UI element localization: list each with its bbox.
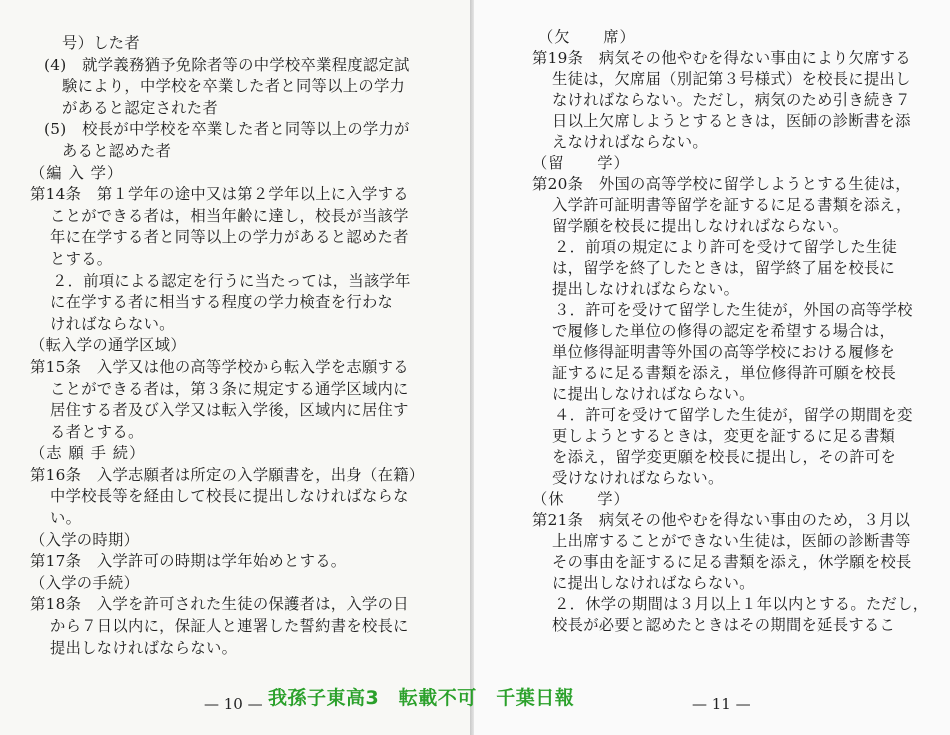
section-heading: （編 入 学） [30, 163, 124, 182]
text-line: に提出しなければならない。 [552, 385, 755, 403]
text-line: ２．休学の期間は３月以上１年以内とする。ただし， [554, 595, 929, 613]
text-line: 中学校長等を経由して校長に提出しなければならな [50, 487, 409, 506]
text-line: ２．前項の規定により許可を受けて留学した生徒 [554, 238, 898, 256]
article-line: 第15条 入学又は他の高等学校から転入学を志願する [30, 357, 409, 376]
text-line: 受けなければならない。 [552, 469, 724, 487]
article-line: 第14条 第１学年の途中又は第２学年以上に入学する [30, 185, 409, 204]
text-line: 年に在学する者と同等以上の学力があると認めた者 [50, 228, 409, 247]
text-line: 日以上欠席しようとするときは，医師の診断書を添 [552, 112, 911, 130]
article-line: 第19条 病気その他やむを得ない事由により欠席する [532, 49, 911, 67]
text-line: 提出しなければならない。 [552, 280, 740, 298]
text-line: ２．前項による認定を行うに当たっては，当該学年 [52, 271, 411, 290]
section-heading: （欠 席） [538, 28, 636, 46]
section-heading: （入学の手続） [30, 573, 140, 592]
text-line: 入学許可証明書等留学を証するに足る書類を添え， [552, 196, 912, 214]
text-line: (5) 校長が中学校を卒業した者と同等以上の学力が [44, 120, 410, 139]
page-number: — 10 — [204, 695, 263, 713]
section-heading: （留 学） [532, 154, 630, 172]
text-line: 留学願を校長に提出しなければならない。 [552, 217, 849, 235]
section-heading: （転入学の通学区域） [30, 336, 186, 355]
text-line: 験により，中学校を卒業した者と同等以上の学力 [62, 77, 406, 96]
text-line: (4) 就学義務猶予免除者等の中学校卒業程度認定試 [44, 55, 410, 74]
text-line: ことができる者は，相当年齢に達し，校長が当該学 [50, 206, 409, 225]
text-line: い。 [50, 509, 82, 528]
text-line: なければならない。ただし，病気のため引き続き７ [552, 91, 911, 109]
text-line: で履修した単位の修得の認定を希望する場合は， [552, 322, 896, 340]
page-number: — 11 — [692, 695, 751, 713]
text-line: 提出しなければならない。 [50, 638, 238, 657]
text-line: 号）した者 [62, 34, 140, 52]
text-line: に提出しなければならない。 [552, 574, 755, 592]
text-line: に在学する者に相当する程度の学力検査を行わな [50, 293, 394, 312]
text-line: 証するに足る書類を添え，単位修得許可願を校長 [552, 364, 897, 382]
text-line: 上出席することができない生徒は，医師の診断書等 [552, 532, 911, 550]
text-line: その事由を証するに足る書類を添え，休学願を校長 [552, 553, 912, 571]
section-heading: （休 学） [532, 490, 630, 508]
article-line: 第18条 入学を許可された生徒の保護者は，入学の日 [30, 595, 409, 614]
text-line: 更しようとするときは，変更を証するに足る書類 [552, 427, 896, 445]
text-line: ければならない。 [50, 314, 175, 333]
section-heading: （入学の時期） [30, 530, 140, 549]
text-line: ３．許可を受けて留学した生徒が，外国の高等学校 [554, 301, 913, 319]
text-line: 生徒は，欠席届（別記第３号様式）を校長に提出し [552, 70, 911, 88]
article-line: 第16条 入学志願者は所定の入学願書を，出身（在籍） [30, 465, 425, 484]
page-10 [0, 0, 470, 735]
text-line: があると認定された者 [62, 98, 218, 117]
text-line: 居住する者及び入学又は転入学後，区域内に居住す [50, 401, 409, 420]
text-line: ことができる者は，第３条に規定する通学区域内に [50, 379, 409, 398]
page-10-text [30, 33, 445, 659]
text-line: とする。 [50, 249, 113, 268]
text-line: 校長が必要と認めたときはその期間を延長するこ [552, 616, 896, 634]
article-line: 第17条 入学許可の時期は学年始めとする。 [30, 552, 347, 571]
section-heading: （志 願 手 続） [30, 444, 146, 463]
text-line: 単位修得証明書等外国の高等学校における履修を [552, 343, 896, 361]
watermark-text: 我孫子東高3 転載不可 千葉日報 [268, 687, 575, 709]
text-line: あると認めた者 [62, 141, 172, 160]
text-line: は，留学を終了したときは，留学終了届を校長に [552, 259, 896, 277]
text-line: を添え，留学変更願を校長に提出し，その許可を [552, 448, 897, 466]
article-line: 第20条 外国の高等学校に留学しようとする生徒は， [532, 175, 911, 193]
text-line: る者とする。 [50, 422, 144, 441]
text-line: えなければならない。 [552, 133, 708, 151]
page-11-text [532, 27, 932, 636]
text-line: ４．許可を受けて留学した生徒が，留学の期間を変 [554, 406, 913, 424]
article-line: 第21条 病気その他やむを得ない事由のため，３月以 [532, 511, 911, 529]
page-11 [474, 0, 950, 735]
text-line: から７日以内に，保証人と連署した誓約書を校長に [50, 617, 409, 636]
